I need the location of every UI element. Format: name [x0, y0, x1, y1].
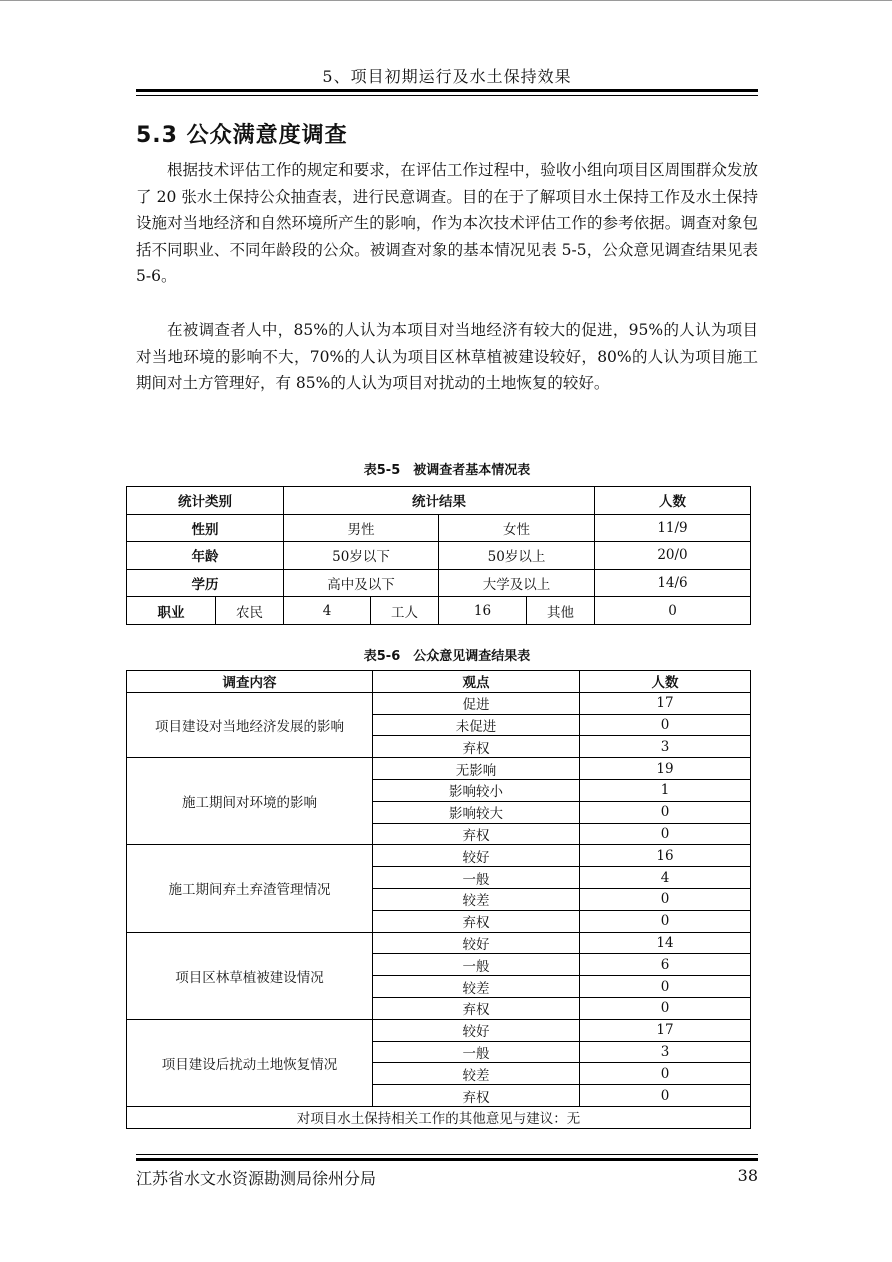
table-footer-row [127, 1106, 751, 1128]
opinion-cell: 一般 [373, 954, 580, 976]
opinion-cell: 较好 [373, 845, 580, 867]
table-row [127, 1019, 751, 1041]
opinion-cell: 弃权 [373, 910, 580, 932]
opinion-cell: 较好 [373, 932, 580, 954]
count-cell: 0 [580, 910, 751, 932]
header-rule [136, 89, 758, 92]
respondent-profile-table [126, 486, 751, 625]
footer-organization: 江苏省水文水资源勘测局徐州分局 [136, 1169, 377, 1188]
value-cell: 工人 [371, 597, 439, 625]
value-cell: 女性 [439, 514, 595, 542]
opinion-cell: 弃权 [373, 1085, 580, 1107]
table-row [127, 542, 751, 570]
opinion-cell: 弃权 [373, 823, 580, 845]
other-comments-cell: 对项目水土保持相关工作的其他意见与建议：无 [127, 1106, 751, 1128]
table-row [127, 692, 751, 714]
count-cell: 0 [580, 976, 751, 998]
section-title: 5.3 公众满意度调查 [136, 123, 348, 148]
topic-cell: 项目建设后扰动土地恢复情况 [127, 1019, 373, 1106]
footer-rule-thin [136, 1154, 758, 1155]
header-rule-thin [136, 95, 758, 96]
value-cell: 其他 [527, 597, 595, 625]
category-cell: 性别 [127, 514, 284, 542]
count-cell: 16 [439, 597, 527, 625]
count-cell: 3 [580, 736, 751, 758]
header-cell: 统计类别 [127, 487, 284, 515]
topic-cell: 项目建设对当地经济发展的影响 [127, 692, 373, 757]
count-cell: 0 [580, 1063, 751, 1085]
opinion-cell: 无影响 [373, 758, 580, 780]
scan-top-edge [0, 0, 892, 1]
value-cell: 50岁以上 [439, 542, 595, 570]
count-cell: 11/9 [595, 514, 751, 542]
header-cell: 调查内容 [127, 671, 373, 693]
opinion-cell: 较差 [373, 888, 580, 910]
category-cell: 职业 [127, 597, 216, 625]
opinion-cell: 未促进 [373, 714, 580, 736]
table-5-6-caption: 表5-6 公众意见调查结果表 [363, 649, 531, 664]
opinion-cell: 弃权 [373, 997, 580, 1019]
table-row [127, 569, 751, 597]
page-number: 38 [737, 1166, 758, 1185]
count-cell: 17 [580, 1019, 751, 1041]
footer-rule [136, 1158, 758, 1161]
count-cell: 4 [284, 597, 371, 625]
count-cell: 4 [580, 867, 751, 889]
table-header-row [127, 487, 751, 515]
count-cell: 14/6 [595, 569, 751, 597]
opinion-cell: 影响较大 [373, 801, 580, 823]
opinion-cell: 一般 [373, 1041, 580, 1063]
public-opinion-table [126, 670, 751, 1129]
count-cell: 0 [580, 823, 751, 845]
opinion-cell: 促进 [373, 692, 580, 714]
count-cell: 3 [580, 1041, 751, 1063]
count-cell: 0 [580, 714, 751, 736]
value-cell: 50岁以下 [284, 542, 439, 570]
value-cell: 高中及以下 [284, 569, 439, 597]
opinion-cell: 弃权 [373, 736, 580, 758]
count-cell: 16 [580, 845, 751, 867]
table-row [127, 758, 751, 780]
topic-cell: 施工期间弃土弃渣管理情况 [127, 845, 373, 932]
occupation-row [127, 597, 751, 625]
table-row [127, 845, 751, 867]
count-cell: 0 [580, 997, 751, 1019]
table-5-5-caption: 表5-5 被调查者基本情况表 [363, 463, 531, 478]
count-cell: 20/0 [595, 542, 751, 570]
running-header: 5、项目初期运行及水土保持效果 [322, 67, 572, 86]
count-cell: 0 [580, 801, 751, 823]
opinion-cell: 影响较小 [373, 779, 580, 801]
count-cell: 0 [580, 888, 751, 910]
header-cell: 观点 [373, 671, 580, 693]
table-row [127, 932, 751, 954]
topic-cell: 项目区林草植被建设情况 [127, 932, 373, 1019]
value-cell: 农民 [216, 597, 284, 625]
opinion-cell: 较好 [373, 1019, 580, 1041]
value-cell: 男性 [284, 514, 439, 542]
count-cell: 17 [580, 692, 751, 714]
table-row [127, 514, 751, 542]
count-cell: 0 [595, 597, 751, 625]
count-cell: 14 [580, 932, 751, 954]
intro-paragraph: 根据技术评估工作的规定和要求，在评估工作过程中，验收小组向项目区周围群众发放了 20 张水土保持公众抽查表，进行民意调查。目的在于了解项目水土保持工作及水土保持设施对当地经济和自然环境所产生的影响，作为本次技术评估工作的参考依据。调查对象包括不同职业、不同年龄段的公众。被调查对象的基本情况见表 5-5，公众意见调查结果见表 5-6。 [136, 161, 758, 286]
opinion-cell: 较差 [373, 976, 580, 998]
topic-cell: 施工期间对环境的影响 [127, 758, 373, 845]
table-header-row [127, 671, 751, 693]
value-cell: 大学及以上 [439, 569, 595, 597]
header-cell: 人数 [595, 487, 751, 515]
count-cell: 1 [580, 779, 751, 801]
category-cell: 学历 [127, 569, 284, 597]
count-cell: 19 [580, 758, 751, 780]
opinion-cell: 一般 [373, 867, 580, 889]
results-paragraph: 在被调查者人中，85%的人认为本项目对当地经济有较大的促进，95%的人认为项目对当地环境的影响不大，70%的人认为项目区林草植被建设较好，80%的人认为项目施工期间对土方管理好，有 85%的人认为项目对扰动的土地恢复的较好。 [136, 321, 758, 393]
opinion-cell: 较差 [373, 1063, 580, 1085]
count-cell: 0 [580, 1085, 751, 1107]
category-cell: 年龄 [127, 542, 284, 570]
count-cell: 6 [580, 954, 751, 976]
header-cell: 统计结果 [284, 487, 595, 515]
header-cell: 人数 [580, 671, 751, 693]
